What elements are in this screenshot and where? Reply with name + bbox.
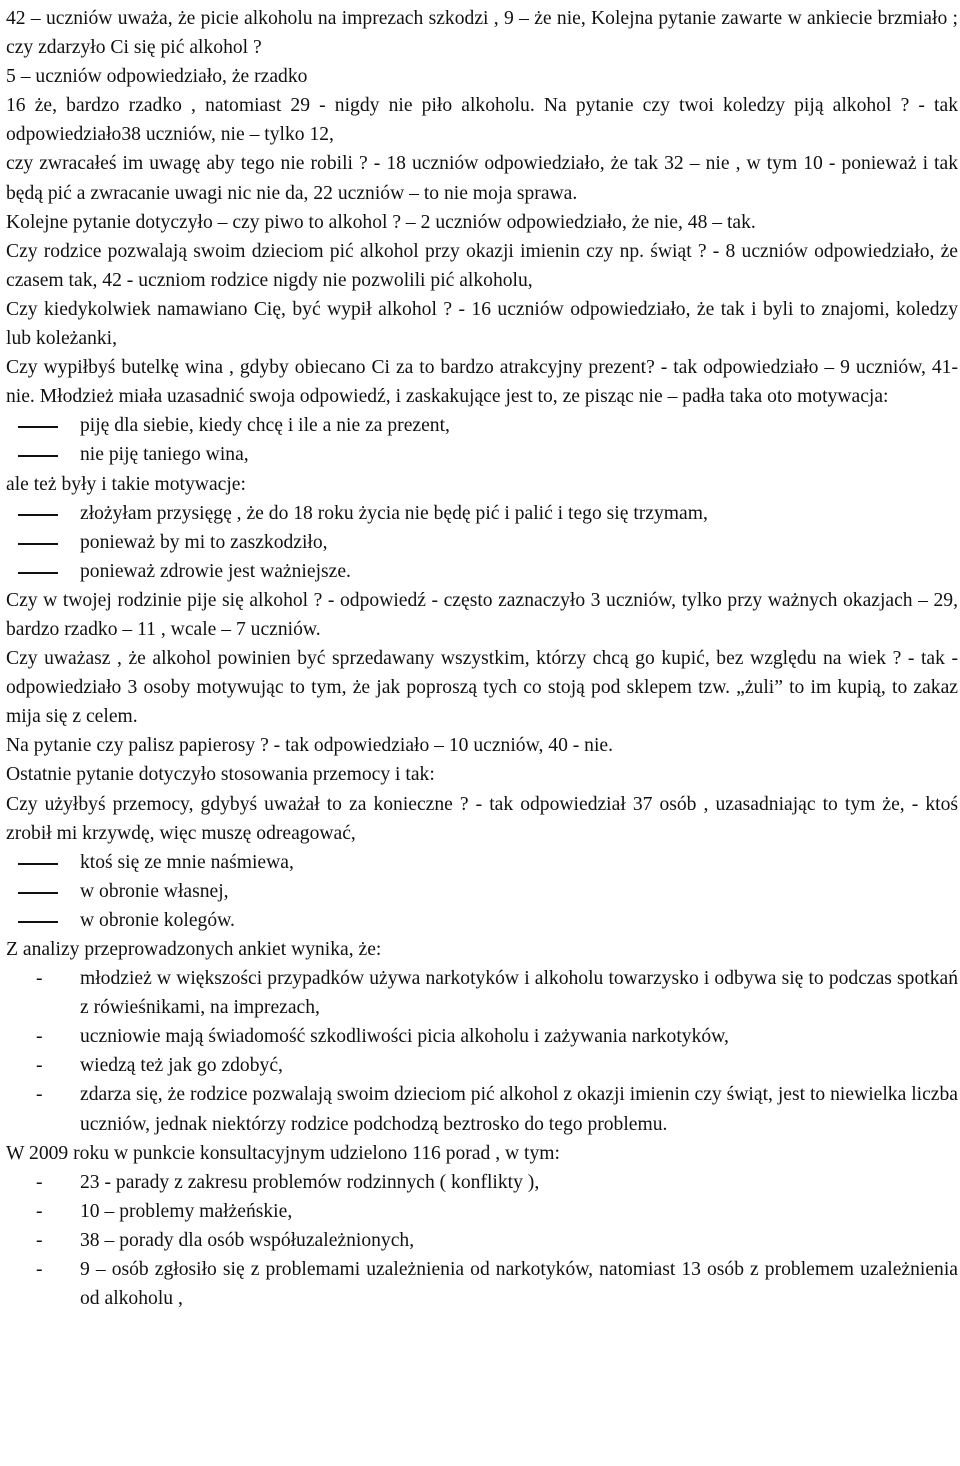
analysis-list (6, 964, 958, 1139)
list-item (6, 1226, 958, 1255)
hyphen-bullet: - (36, 1259, 43, 1281)
hyphen-bullet: - (36, 1200, 43, 1222)
list-item-text: nie piję taniego wina, (80, 444, 249, 466)
motivation-list-a (6, 411, 958, 469)
hyphen-bullet: - (36, 1171, 43, 1193)
paragraph-other-motivations: ale też były i takie motywacje: (6, 473, 246, 495)
hyphen-bullet: - (36, 1084, 43, 1106)
list-item (6, 1168, 958, 1197)
paragraph-beer-alcohol: Kolejne pytanie dotyczyło – czy piwo to alkohol ? – 2 uczniów odpowiedziało, że nie, 48 – tak. (6, 211, 756, 233)
consultations-list (6, 1168, 958, 1313)
paragraph-persuaded: Czy kiedykolwiek namawiano Cię, być wypił alkohol ? - 16 uczniów odpowiedziało, że tak i byli to znajomi, koledzy lub koleżanki, (6, 298, 958, 350)
list-item (6, 440, 958, 469)
hyphen-bullet: - (36, 1026, 43, 1048)
paragraph-sale-to-all: Czy uważasz , że alkohol powinien być sprzedawany wszystkim, którzy chcą go kupić, bez względu na wiek ? - tak - odpowiedziało 3 osoby motywując to tym, że jak poproszą tych co stoją pod sklepem tzw. „żuli” to im kupią, to zakaz mija się z celem. (6, 648, 958, 728)
paragraph-rarely: 5 – uczniów odpowiedziało, że rzadko (6, 66, 308, 88)
paragraph-analysis-intro: Z analizy przeprowadzonych ankiet wynika, że: (6, 939, 382, 960)
paragraph-smoking: Na pytanie czy palisz papierosy ? - tak odpowiedziało – 10 uczniów, 40 - nie. (6, 735, 614, 757)
violence-reasons-list (6, 848, 958, 935)
list-item-text: 9 – osób zgłosiło się z problemami uzależnienia od narkotyków, natomiast 13 osób z problemem uzależnienia od alkoholu , (80, 1259, 958, 1310)
list-item (6, 1051, 958, 1080)
list-item (6, 964, 958, 1022)
list-item (6, 1080, 958, 1138)
list-item-text: młodzież w większości przypadków używa narkotyków i alkoholu towarzysko i odbywa się to podczas spotkań z rówieśnikami, na imprezach, (80, 968, 958, 1019)
list-item-text: złożyłam przysięgę , że do 18 roku życia nie będę pić i palić i tego się trzymam, (80, 502, 708, 524)
list-item (6, 1197, 958, 1226)
list-item-text: 38 – porady dla osób współuzależnionych, (80, 1229, 415, 1251)
list-item-text: zdarza się, że rodzice pozwalają swoim dzieciom pić alkohol z okazji imienin czy świąt, jest to niewielka liczba uczniów, jednak niektórzy rodzice podchodzą beztrosko do tego problemu. (80, 1084, 958, 1135)
list-item-text: 10 – problemy małżeńskie, (80, 1200, 293, 1222)
paragraph-attention: czy zwracałeś im uwagę aby tego nie robili ? - 18 uczniów odpowiedziało, że tak 32 – nie , w tym 10 - ponieważ i tak będą pić a zwracanie uwagi nic nie da, 22 uczniów – to nie moja sprawa. (6, 153, 958, 204)
list-item (6, 848, 958, 877)
list-item (6, 411, 958, 440)
list-item-text: piję dla siebie, kiedy chcę i ile a nie za prezent, (80, 415, 450, 437)
list-item (6, 528, 958, 557)
dash-bullet (18, 455, 58, 457)
paragraph-family-drinking: Czy w twojej rodzinie pije się alkohol ? - odpowiedź - często zaznaczyło 3 uczniów, tylko przy ważnych okazjach – 29, bardzo rzadko – 11 , wcale – 7 uczniów. (6, 589, 958, 640)
paragraph-violence: Czy użyłbyś przemocy, gdybyś uważał to za konieczne ? - tak odpowiedział 37 osób , uzasadniając to tym że, - ktoś zrobił mi krzywdę, więc muszę odreagować, (6, 793, 958, 844)
list-item-text: w obronie kolegów. (80, 909, 235, 931)
hyphen-bullet: - (36, 1055, 43, 1077)
list-item (6, 906, 958, 935)
list-item (6, 557, 958, 586)
dash-bullet (18, 514, 58, 516)
list-item (6, 1022, 958, 1051)
dash-bullet (18, 892, 58, 894)
paragraph-friends-drink: 16 że, bardzo rzadko , natomiast 29 - nigdy nie piło alkoholu. Na pytanie czy twoi koledzy piją alkohol ? - tak odpowiedziało38 uczniów, nie – tylko 12, (6, 95, 958, 146)
hyphen-bullet: - (36, 968, 43, 990)
dash-bullet (18, 426, 58, 428)
list-item-text: ponieważ by mi to zaszkodziło, (80, 531, 328, 553)
list-item-text: 23 - parady z zakresu problemów rodzinnych ( konflikty ), (80, 1171, 540, 1193)
hyphen-bullet: - (36, 1229, 43, 1251)
paragraph-violence-intro: Ostatnie pytanie dotyczyło stosowania przemocy i tak: (6, 764, 435, 786)
motivation-list-b (6, 499, 958, 586)
dash-bullet (18, 863, 58, 865)
list-item (6, 499, 958, 528)
dash-bullet (18, 543, 58, 545)
list-item (6, 877, 958, 906)
paragraph-parents-allow: Czy rodzice pozwalają swoim dzieciom pić alkohol przy okazji imienin czy np. świąt ? - 8 uczniów odpowiedziało, że czasem tak, 42 - uczniom rodzice nigdy nie pozwolili pić alkoholu, (6, 240, 958, 291)
list-item-text: w obronie własnej, (80, 880, 229, 902)
list-item-text: wiedzą też jak go zdobyć, (80, 1055, 283, 1077)
dash-bullet (18, 921, 58, 923)
list-item-text: ktoś się ze mnie naśmiewa, (80, 851, 294, 873)
paragraph-wine-prize: Czy wypiłbyś butelkę wina , gdyby obiecano Ci za to bardzo atrakcyjny prezent? - tak odpowiedziało – 9 uczniów, 41- nie. Młodzież miała uzasadnić swoja odpowiedź, i zaskakujące jest to, ze pisząc nie – padła taka oto motywacja: (6, 357, 958, 408)
paragraph-alcohol-at-parties: 42 – uczniów uważa, że picie alkoholu na imprezach szkodzi , 9 – że nie, Kolejna pytanie zawarte w ankiecie brzmiało ; czy zdarzyło Ci się pić alkohol ? (6, 8, 958, 59)
list-item (6, 1255, 958, 1313)
dash-bullet (18, 572, 58, 574)
list-item-text: uczniowie mają świadomość szkodliwości picia alkoholu i zażywania narkotyków, (80, 1026, 729, 1048)
list-item-text: ponieważ zdrowie jest ważniejsze. (80, 560, 351, 582)
paragraph-consultations-intro: W 2009 roku w punkcie konsultacyjnym udzielono 116 porad , w tym: (6, 1142, 560, 1164)
